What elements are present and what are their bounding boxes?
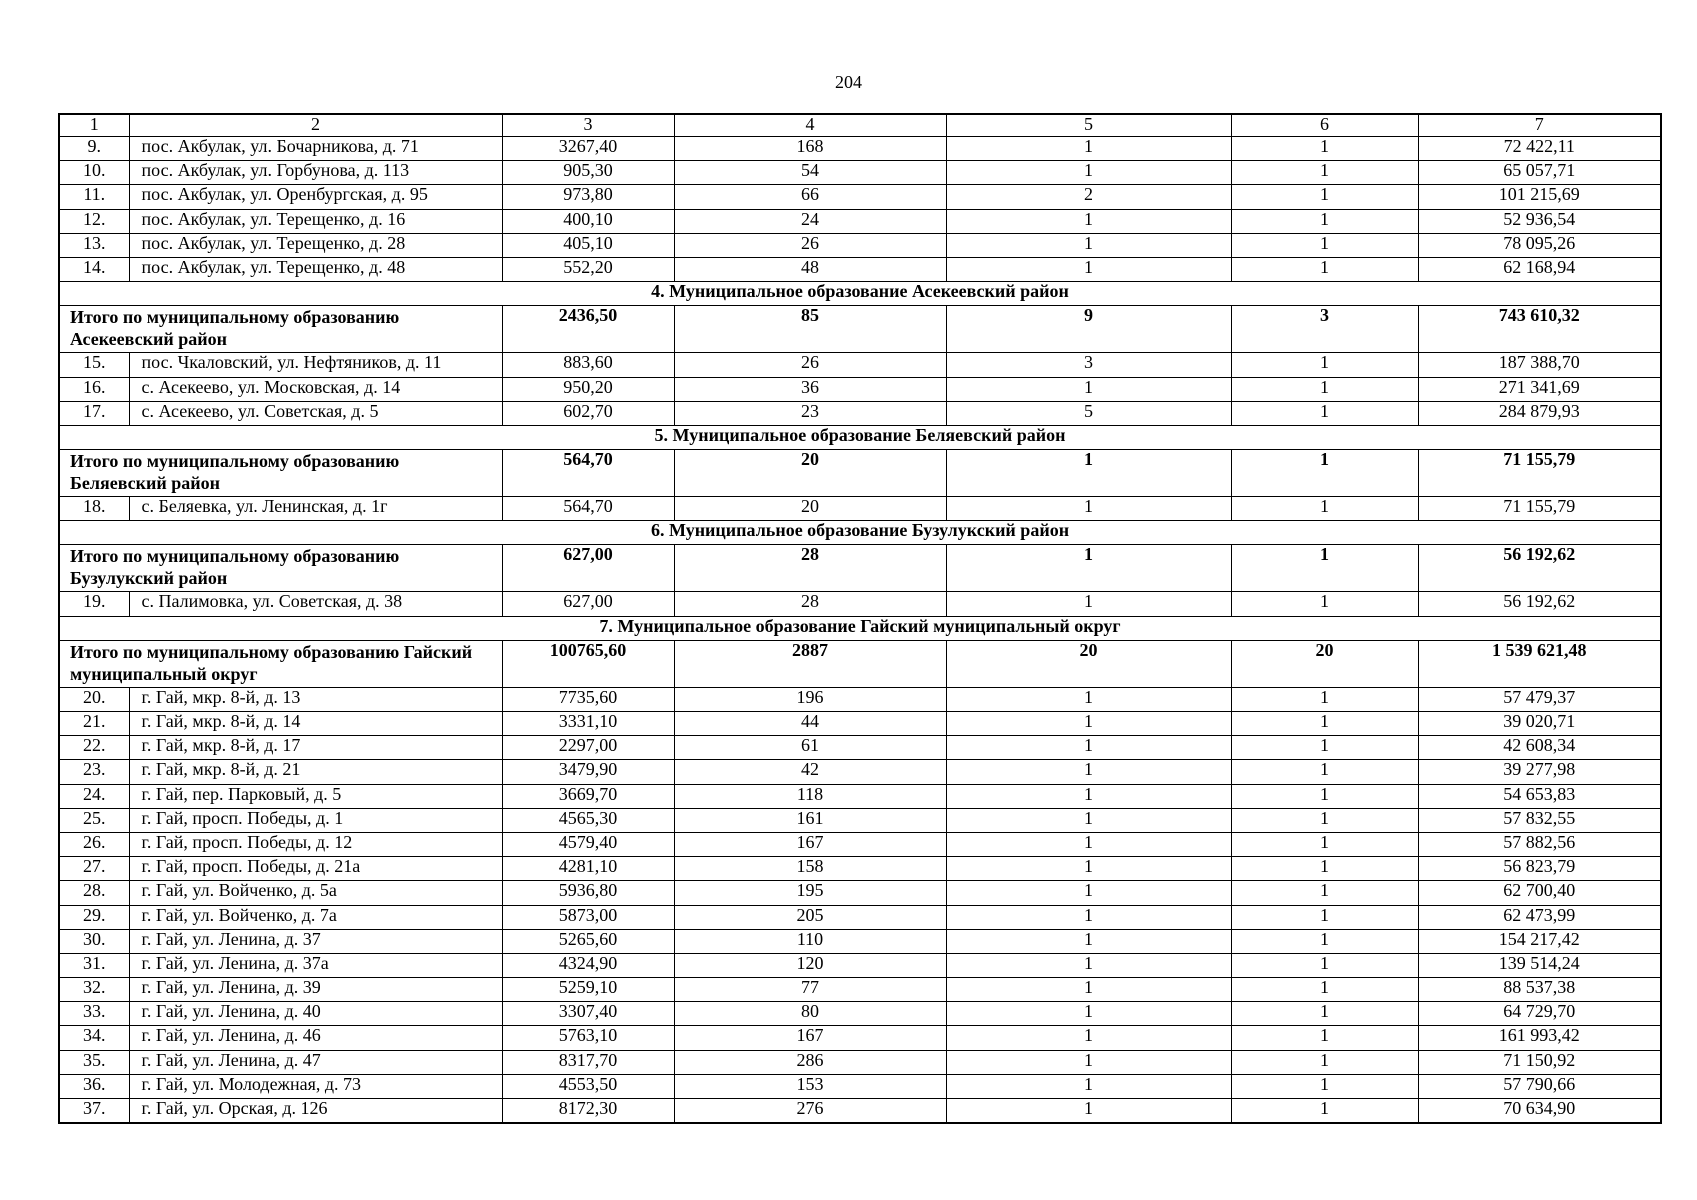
table-row — [59, 1099, 1661, 1124]
cost-cell: 70 634,90 — [1418, 1099, 1661, 1124]
col6-cell: 1 — [1231, 185, 1418, 209]
area-cell: 7735,60 — [502, 687, 674, 711]
count-cell: 44 — [674, 712, 946, 736]
col6-cell: 1 — [1231, 1050, 1418, 1074]
col5-cell: 1 — [946, 137, 1231, 161]
address-cell: г. Гай, ул. Войченко, д. 7а — [129, 905, 502, 929]
table-row — [59, 257, 1661, 281]
cost-cell: 52 936,54 — [1418, 209, 1661, 233]
count-cell: 24 — [674, 209, 946, 233]
row-number: 37. — [59, 1099, 129, 1124]
col5-cell: 3 — [946, 353, 1231, 377]
col6-cell: 1 — [1231, 233, 1418, 257]
row-number: 19. — [59, 592, 129, 616]
count-cell: 118 — [674, 784, 946, 808]
total-col6: 1 — [1231, 450, 1418, 497]
column-number-cell: 6 — [1231, 114, 1418, 137]
col5-cell: 1 — [946, 1050, 1231, 1074]
table-row — [59, 353, 1661, 377]
col6-cell: 1 — [1231, 137, 1418, 161]
cost-cell: 57 790,66 — [1418, 1074, 1661, 1098]
col5-cell: 1 — [946, 905, 1231, 929]
table-row — [59, 137, 1661, 161]
table-row — [59, 978, 1661, 1002]
area-cell: 602,70 — [502, 401, 674, 425]
col6-cell: 1 — [1231, 257, 1418, 281]
address-cell: с. Асекеево, ул. Московская, д. 14 — [129, 377, 502, 401]
col6-cell: 1 — [1231, 497, 1418, 521]
total-col6: 20 — [1231, 640, 1418, 687]
cost-cell: 57 832,55 — [1418, 808, 1661, 832]
row-number: 28. — [59, 881, 129, 905]
row-number: 17. — [59, 401, 129, 425]
total-col5: 9 — [946, 306, 1231, 353]
area-cell: 4324,90 — [502, 953, 674, 977]
col5-cell: 1 — [946, 832, 1231, 856]
area-cell: 5763,10 — [502, 1026, 674, 1050]
col6-cell: 1 — [1231, 592, 1418, 616]
area-cell: 3307,40 — [502, 1002, 674, 1026]
column-number-cell: 5 — [946, 114, 1231, 137]
total-area: 627,00 — [502, 545, 674, 592]
count-cell: 161 — [674, 808, 946, 832]
total-count: 85 — [674, 306, 946, 353]
cost-cell: 64 729,70 — [1418, 1002, 1661, 1026]
cost-cell: 71 155,79 — [1418, 497, 1661, 521]
section-header-row — [59, 425, 1661, 449]
total-row — [59, 450, 1661, 497]
cost-cell: 57 882,56 — [1418, 832, 1661, 856]
cost-cell: 161 993,42 — [1418, 1026, 1661, 1050]
count-cell: 26 — [674, 233, 946, 257]
address-cell: г. Гай, просп. Победы, д. 1 — [129, 808, 502, 832]
table-row — [59, 832, 1661, 856]
count-cell: 80 — [674, 1002, 946, 1026]
cost-cell: 54 653,83 — [1418, 784, 1661, 808]
table-row — [59, 161, 1661, 185]
col6-cell: 1 — [1231, 209, 1418, 233]
col5-cell: 1 — [946, 760, 1231, 784]
address-cell: г. Гай, ул. Ленина, д. 46 — [129, 1026, 502, 1050]
col5-cell: 1 — [946, 1002, 1231, 1026]
col5-cell: 1 — [946, 1074, 1231, 1098]
count-cell: 23 — [674, 401, 946, 425]
area-cell: 8172,30 — [502, 1099, 674, 1124]
col6-cell: 1 — [1231, 760, 1418, 784]
col6-cell: 1 — [1231, 905, 1418, 929]
row-number: 21. — [59, 712, 129, 736]
table-row — [59, 953, 1661, 977]
row-number: 18. — [59, 497, 129, 521]
table-row — [59, 1074, 1661, 1098]
col6-cell: 1 — [1231, 401, 1418, 425]
col6-cell: 1 — [1231, 832, 1418, 856]
table-row — [59, 233, 1661, 257]
table-row — [59, 185, 1661, 209]
col5-cell: 1 — [946, 161, 1231, 185]
address-cell: г. Гай, ул. Ленина, д. 37 — [129, 929, 502, 953]
col5-cell: 1 — [946, 978, 1231, 1002]
cost-cell: 62 700,40 — [1418, 881, 1661, 905]
row-number: 31. — [59, 953, 129, 977]
cost-cell: 62 473,99 — [1418, 905, 1661, 929]
col6-cell: 1 — [1231, 929, 1418, 953]
column-number-cell: 2 — [129, 114, 502, 137]
count-cell: 61 — [674, 736, 946, 760]
col6-cell: 1 — [1231, 1002, 1418, 1026]
area-cell: 400,10 — [502, 209, 674, 233]
area-cell: 3669,70 — [502, 784, 674, 808]
count-cell: 276 — [674, 1099, 946, 1124]
col6-cell: 1 — [1231, 978, 1418, 1002]
row-number: 11. — [59, 185, 129, 209]
table-row — [59, 760, 1661, 784]
area-cell: 950,20 — [502, 377, 674, 401]
col6-cell: 1 — [1231, 377, 1418, 401]
count-cell: 120 — [674, 953, 946, 977]
cost-cell: 101 215,69 — [1418, 185, 1661, 209]
total-cost: 71 155,79 — [1418, 450, 1661, 497]
count-cell: 110 — [674, 929, 946, 953]
count-cell: 286 — [674, 1050, 946, 1074]
table-row — [59, 784, 1661, 808]
count-cell: 196 — [674, 687, 946, 711]
total-area: 564,70 — [502, 450, 674, 497]
total-row — [59, 640, 1661, 687]
address-cell: г. Гай, ул. Ленина, д. 47 — [129, 1050, 502, 1074]
address-cell: пос. Акбулак, ул. Терещенко, д. 28 — [129, 233, 502, 257]
cost-cell: 71 150,92 — [1418, 1050, 1661, 1074]
count-cell: 42 — [674, 760, 946, 784]
cost-cell: 72 422,11 — [1418, 137, 1661, 161]
row-number: 30. — [59, 929, 129, 953]
col6-cell: 1 — [1231, 808, 1418, 832]
count-cell: 153 — [674, 1074, 946, 1098]
cost-cell: 57 479,37 — [1418, 687, 1661, 711]
count-cell: 168 — [674, 137, 946, 161]
col5-cell: 1 — [946, 592, 1231, 616]
area-cell: 3479,90 — [502, 760, 674, 784]
col6-cell: 1 — [1231, 1099, 1418, 1124]
table-row — [59, 857, 1661, 881]
total-col5: 1 — [946, 450, 1231, 497]
col5-cell: 1 — [946, 881, 1231, 905]
cost-cell: 65 057,71 — [1418, 161, 1661, 185]
row-number: 10. — [59, 161, 129, 185]
address-cell: г. Гай, просп. Победы, д. 12 — [129, 832, 502, 856]
area-cell: 883,60 — [502, 353, 674, 377]
row-number: 12. — [59, 209, 129, 233]
area-cell: 4281,10 — [502, 857, 674, 881]
table-row — [59, 881, 1661, 905]
col5-cell: 1 — [946, 1026, 1231, 1050]
col6-cell: 1 — [1231, 353, 1418, 377]
address-cell: г. Гай, мкр. 8-й, д. 13 — [129, 687, 502, 711]
row-number: 15. — [59, 353, 129, 377]
area-cell: 627,00 — [502, 592, 674, 616]
row-number: 36. — [59, 1074, 129, 1098]
total-row — [59, 545, 1661, 592]
col6-cell: 1 — [1231, 857, 1418, 881]
column-number-cell: 1 — [59, 114, 129, 137]
area-cell: 5936,80 — [502, 881, 674, 905]
column-number-cell: 7 — [1418, 114, 1661, 137]
col6-cell: 1 — [1231, 953, 1418, 977]
area-cell: 552,20 — [502, 257, 674, 281]
total-col5: 20 — [946, 640, 1231, 687]
address-cell: г. Гай, ул. Ленина, д. 40 — [129, 1002, 502, 1026]
area-cell: 5265,60 — [502, 929, 674, 953]
table-row — [59, 687, 1661, 711]
row-number: 35. — [59, 1050, 129, 1074]
row-number: 20. — [59, 687, 129, 711]
column-number-row — [59, 114, 1661, 137]
col6-cell: 1 — [1231, 161, 1418, 185]
address-cell: г. Гай, ул. Молодежная, д. 73 — [129, 1074, 502, 1098]
section-title: 5. Муниципальное образование Беляевский район — [59, 425, 1661, 449]
address-cell: пос. Акбулак, ул. Оренбургская, д. 95 — [129, 185, 502, 209]
address-cell: г. Гай, пер. Парковый, д. 5 — [129, 784, 502, 808]
total-label: Итого по муниципальному образованию Асекеевский район — [59, 306, 502, 353]
count-cell: 36 — [674, 377, 946, 401]
count-cell: 48 — [674, 257, 946, 281]
col5-cell: 1 — [946, 784, 1231, 808]
count-cell: 54 — [674, 161, 946, 185]
row-number: 29. — [59, 905, 129, 929]
address-cell: г. Гай, ул. Ленина, д. 39 — [129, 978, 502, 1002]
col5-cell: 2 — [946, 185, 1231, 209]
col5-cell: 5 — [946, 401, 1231, 425]
area-cell: 5259,10 — [502, 978, 674, 1002]
column-number-cell: 4 — [674, 114, 946, 137]
col5-cell: 1 — [946, 712, 1231, 736]
address-cell: пос. Акбулак, ул. Терещенко, д. 48 — [129, 257, 502, 281]
area-cell: 4553,50 — [502, 1074, 674, 1098]
total-count: 2887 — [674, 640, 946, 687]
total-cost: 743 610,32 — [1418, 306, 1661, 353]
row-number: 33. — [59, 1002, 129, 1026]
row-number: 25. — [59, 808, 129, 832]
table-row — [59, 1050, 1661, 1074]
row-number: 23. — [59, 760, 129, 784]
table-row — [59, 401, 1661, 425]
address-cell: пос. Акбулак, ул. Бочарникова, д. 71 — [129, 137, 502, 161]
row-number: 27. — [59, 857, 129, 881]
cost-cell: 56 192,62 — [1418, 592, 1661, 616]
cost-cell: 78 095,26 — [1418, 233, 1661, 257]
table-row — [59, 808, 1661, 832]
col5-cell: 1 — [946, 497, 1231, 521]
area-cell: 905,30 — [502, 161, 674, 185]
col5-cell: 1 — [946, 953, 1231, 977]
cost-cell: 88 537,38 — [1418, 978, 1661, 1002]
table-row — [59, 929, 1661, 953]
count-cell: 167 — [674, 832, 946, 856]
cost-cell: 154 217,42 — [1418, 929, 1661, 953]
address-cell: г. Гай, ул. Орская, д. 126 — [129, 1099, 502, 1124]
col6-cell: 1 — [1231, 687, 1418, 711]
count-cell: 77 — [674, 978, 946, 1002]
address-cell: г. Гай, мкр. 8-й, д. 14 — [129, 712, 502, 736]
count-cell: 26 — [674, 353, 946, 377]
table-row — [59, 736, 1661, 760]
cost-cell: 271 341,69 — [1418, 377, 1661, 401]
column-number-cell: 3 — [502, 114, 674, 137]
cost-cell: 39 277,98 — [1418, 760, 1661, 784]
area-cell: 3267,40 — [502, 137, 674, 161]
count-cell: 158 — [674, 857, 946, 881]
area-cell: 4579,40 — [502, 832, 674, 856]
col5-cell: 1 — [946, 1099, 1231, 1124]
table-row — [59, 592, 1661, 616]
col5-cell: 1 — [946, 233, 1231, 257]
address-cell: г. Гай, просп. Победы, д. 21а — [129, 857, 502, 881]
cost-cell: 42 608,34 — [1418, 736, 1661, 760]
area-cell: 4565,30 — [502, 808, 674, 832]
table-body — [59, 114, 1661, 1123]
col6-cell: 1 — [1231, 736, 1418, 760]
row-number: 14. — [59, 257, 129, 281]
area-cell: 564,70 — [502, 497, 674, 521]
address-cell: пос. Акбулак, ул. Терещенко, д. 16 — [129, 209, 502, 233]
table-row — [59, 1026, 1661, 1050]
page-number: 204 — [835, 72, 862, 92]
col6-cell: 1 — [1231, 1026, 1418, 1050]
table-row — [59, 1002, 1661, 1026]
col5-cell: 1 — [946, 209, 1231, 233]
area-cell: 2297,00 — [502, 736, 674, 760]
row-number: 32. — [59, 978, 129, 1002]
address-cell: пос. Акбулак, ул. Горбунова, д. 113 — [129, 161, 502, 185]
address-cell: с. Беляевка, ул. Ленинская, д. 1г — [129, 497, 502, 521]
section-title: 7. Муниципальное образование Гайский муниципальный округ — [59, 616, 1661, 640]
row-number: 22. — [59, 736, 129, 760]
col5-cell: 1 — [946, 929, 1231, 953]
total-row — [59, 306, 1661, 353]
area-cell: 3331,10 — [502, 712, 674, 736]
cost-cell: 284 879,93 — [1418, 401, 1661, 425]
col6-cell: 1 — [1231, 712, 1418, 736]
section-header-row — [59, 616, 1661, 640]
col5-cell: 1 — [946, 377, 1231, 401]
section-title: 6. Муниципальное образование Бузулукский район — [59, 521, 1661, 545]
total-area: 2436,50 — [502, 306, 674, 353]
row-number: 34. — [59, 1026, 129, 1050]
address-cell: с. Асекеево, ул. Советская, д. 5 — [129, 401, 502, 425]
col5-cell: 1 — [946, 687, 1231, 711]
row-number: 16. — [59, 377, 129, 401]
address-cell: г. Гай, мкр. 8-й, д. 17 — [129, 736, 502, 760]
col5-cell: 1 — [946, 808, 1231, 832]
section-header-row — [59, 282, 1661, 306]
col5-cell: 1 — [946, 257, 1231, 281]
address-cell: с. Палимовка, ул. Советская, д. 38 — [129, 592, 502, 616]
table-row — [59, 712, 1661, 736]
cost-cell: 39 020,71 — [1418, 712, 1661, 736]
total-col6: 3 — [1231, 306, 1418, 353]
total-col5: 1 — [946, 545, 1231, 592]
total-label: Итого по муниципальному образованию Гайский муниципальный округ — [59, 640, 502, 687]
address-cell: г. Гай, ул. Войченко, д. 5а — [129, 881, 502, 905]
address-cell: пос. Чкаловский, ул. Нефтяников, д. 11 — [129, 353, 502, 377]
area-cell: 5873,00 — [502, 905, 674, 929]
total-area: 100765,60 — [502, 640, 674, 687]
total-col6: 1 — [1231, 545, 1418, 592]
row-number: 26. — [59, 832, 129, 856]
count-cell: 66 — [674, 185, 946, 209]
area-cell: 973,80 — [502, 185, 674, 209]
area-cell: 8317,70 — [502, 1050, 674, 1074]
count-cell: 167 — [674, 1026, 946, 1050]
total-cost: 56 192,62 — [1418, 545, 1661, 592]
count-cell: 20 — [674, 497, 946, 521]
col6-cell: 1 — [1231, 1074, 1418, 1098]
count-cell: 28 — [674, 592, 946, 616]
count-cell: 205 — [674, 905, 946, 929]
area-cell: 405,10 — [502, 233, 674, 257]
total-count: 28 — [674, 545, 946, 592]
col6-cell: 1 — [1231, 881, 1418, 905]
total-cost: 1 539 621,48 — [1418, 640, 1661, 687]
col5-cell: 1 — [946, 857, 1231, 881]
total-label: Итого по муниципальному образованию Беляевский район — [59, 450, 502, 497]
registry-table — [58, 113, 1662, 1124]
cost-cell: 139 514,24 — [1418, 953, 1661, 977]
total-count: 20 — [674, 450, 946, 497]
table-row — [59, 209, 1661, 233]
section-header-row — [59, 521, 1661, 545]
address-cell: г. Гай, мкр. 8-й, д. 21 — [129, 760, 502, 784]
section-title: 4. Муниципальное образование Асекеевский район — [59, 282, 1661, 306]
total-label: Итого по муниципальному образованию Бузулукский район — [59, 545, 502, 592]
table-row — [59, 377, 1661, 401]
table-row — [59, 497, 1661, 521]
table-row — [59, 905, 1661, 929]
cost-cell: 187 388,70 — [1418, 353, 1661, 377]
cost-cell: 56 823,79 — [1418, 857, 1661, 881]
col5-cell: 1 — [946, 736, 1231, 760]
row-number: 24. — [59, 784, 129, 808]
col6-cell: 1 — [1231, 784, 1418, 808]
row-number: 9. — [59, 137, 129, 161]
address-cell: г. Гай, ул. Ленина, д. 37а — [129, 953, 502, 977]
cost-cell: 62 168,94 — [1418, 257, 1661, 281]
count-cell: 195 — [674, 881, 946, 905]
row-number: 13. — [59, 233, 129, 257]
